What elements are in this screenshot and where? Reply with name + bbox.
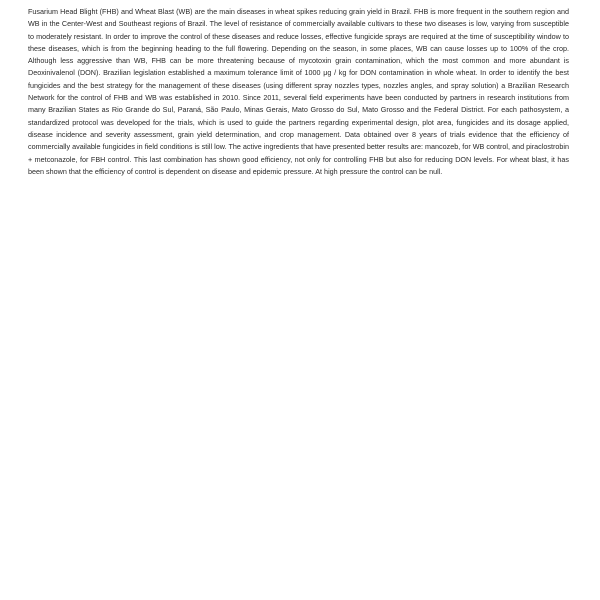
footer-watermark [522,586,582,594]
abstract-paragraph: Fusarium Head Blight (FHB) and Wheat Blast (WB) are the main diseases in wheat spikes reducing grain yield in Brazil. FHB is more frequent in the southern region and WB in the Center-West and Southeast regions of Brazil. The level of resistance of commercially available cultivars to these two diseases is low, varying from susceptible to moderately resistant. In order to improve the control of these diseases and reduce losses, effective fungicide sprays are required at the time of susceptibility window to these diseases, which is from the beginning heading to the full flowering. Depending on the season, in some places, WB can cause losses up to 100% of the crop. Although less aggressive than WB, FHB can be more threatening because of mycotoxin grain contamination, which the most common and more abundant is Deoxinivalenol (DON). Brazilian legislation established a maximum tolerance limit of 1000 μg / kg for DON contamination in whole wheat. In order to identify the best fungicides and the best strategy for the management of these diseases (using different spray nozzles types, nozzles angles, and spray solution) a Brazilian Research Network for the control of FHB and WB was established in 2010. Since 2011, several field experiments have been conducted by partners in research institutions from many Brazilian States as Rio Grande do Sul, Paraná, São Paulo, Minas Gerais, Mato Grosso do Sul, Mato Grosso and the Federal District. For each pathosystem, a standardized protocol was developed for the trials, which is used to guide the partners regarding experimental design, plot area, fungicides and its dosage applied, disease incidence and severity assessment, grain yield determination, and crop management. Data obtained over 8 years of trials evidence that the efficiency of commercially available fungicides in field conditions is still low. The active ingredients that have presented better results are: mancozeb, for WB control, and piraclostrobin + metconazole, for FBH control. This last combination has shown good efficiency, not only for controlling FHB but also for reducing DON levels. For wheat blast, it has been shown that the efficiency of control is dependent on disease and epidemic pressure. At high pressure the control can be null. [28,7,569,176]
